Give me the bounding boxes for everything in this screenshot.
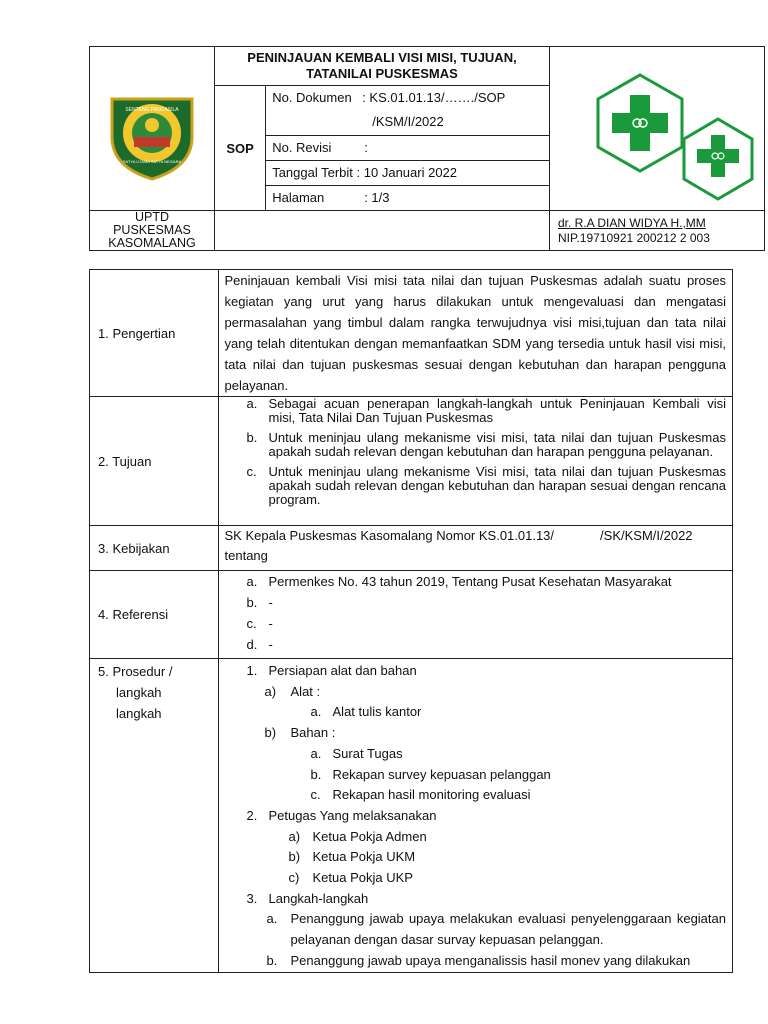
step-text: Ketua Pokja UKP [312,870,413,886]
header-table [89,46,765,251]
petugas-item [219,827,726,848]
prosedur-content [218,659,732,973]
petugas-item [219,868,726,889]
halaman-cell [266,186,550,211]
petugas-item [219,847,726,868]
marker: b) [264,725,277,741]
logo-text-bottom: SATYA UTAMA SATYA NEGARA [122,159,182,164]
referensi-marker: c. [246,616,257,631]
marker: b. [266,952,278,968]
marker: a) [264,683,277,699]
langkah-item [219,909,726,950]
step-text: Langkah-langkah [268,890,369,906]
no-dokumen-value-2: /KSM/I/2022 [372,114,444,129]
referensi-marker: d. [246,637,258,652]
tujuan-item [219,465,726,507]
tanggal-terbit-label: Tanggal Terbit [272,165,353,180]
tujuan-text: Sebagai acuan penerapan langkah-langkah untuk Peninjauan Kembali visi misi, Tata Nilai Dan Tujuan Puskesmas [268,396,726,425]
prosedur-label-2: langkah [116,685,162,700]
prosedur-step-3 [219,889,726,910]
marker: c) [288,870,300,886]
referensi-item [219,613,732,634]
prosedur-label-3: langkah [116,706,162,721]
halaman-label: Halaman [272,190,325,205]
prosedur-step-2 [219,806,726,827]
marker: b) [288,849,301,865]
prosedur-alat-item [219,702,726,723]
referensi-text: - [268,637,273,652]
document-title [215,47,550,86]
title-line-2: TATANILAI PUSKESMAS [306,66,458,81]
logo-text-top: SENTENG PANCASILA [125,107,179,113]
tujuan-marker: a. [246,396,258,411]
puskesmas-logo-cell [549,47,764,211]
org-line-2: PUSKESMAS [113,223,191,237]
prosedur-bahan-item [219,765,726,786]
tujuan-marker: b. [246,430,258,445]
no-dokumen-value: : KS.01.01.13/……./SOP [362,90,506,105]
kebijakan-label: 3. Kebijakan [90,526,219,571]
no-dokumen-label: No. Dokumen [272,90,352,105]
prosedur-bahan-item [219,744,726,765]
kebijakan-text-2: /SK/KSM/I/2022 [600,528,693,543]
referensi-item [219,571,732,592]
no-dokumen-cell [266,86,550,136]
puskesmas-logo-icon [550,47,764,207]
tujuan-item [219,397,726,425]
marker: 1. [246,663,258,678]
referensi-item [219,592,732,613]
marker: a. [310,704,322,720]
marker: 3. [246,890,258,906]
referensi-text: - [268,595,273,610]
step-text: Surat Tugas [332,745,403,761]
pengertian-label: 1. Pengertian [90,270,219,397]
marker: c. [310,787,321,803]
tanggal-terbit-value: : 10 Januari 2022 [356,165,458,180]
org-line-1: UPTD [134,210,170,224]
signer-cell [549,211,764,251]
signer-name: dr. R.A DIAN WIDYA H.,MM [557,215,706,230]
prosedur-bahan-item [219,785,726,806]
tujuan-label: 2. Tujuan [90,397,219,526]
no-revisi-value: : [364,140,368,155]
step-text: Rekapan survey kepuasan pelanggan [332,766,551,782]
prosedur-step-1 [219,661,726,682]
referensi-item [219,634,732,655]
tujuan-text: Untuk meninjau ulang mekanisme visi misi, tata nilai dan tujuan Puskesmas apakah sudah relevan dengan kebutuhan dan harapan pengguna pelayanan. [268,430,726,459]
step-text: Penanggung jawab upaya melakukan evaluasi penyelenggaraan kegiatan pelayanan dengan dasar survay kepuasan pelanggan. [290,911,726,948]
organization-cell [90,211,215,251]
referensi-marker: b. [246,595,258,610]
langkah-item [219,951,726,972]
referensi-text: - [268,616,273,631]
tujuan-item [219,431,726,459]
referensi-marker: a. [246,574,258,589]
kabupaten-logo-icon [90,67,214,187]
step-text: Ketua Pokja Admen [312,828,427,844]
referensi-label: 4. Referensi [90,571,219,659]
tanggal-terbit-cell [266,161,550,186]
title-line-1: PENINJAUAN KEMBALI VISI MISI, TUJUAN, [247,50,517,65]
tujuan-marker: c. [246,464,257,479]
empty-cell [215,211,550,251]
marker: 2. [246,807,258,823]
kebijakan-text-3: tentang [224,548,268,563]
sop-label: SOP [215,86,266,211]
referensi-list [218,571,732,659]
step-text: Bahan : [290,725,336,741]
step-text: Alat tulis kantor [332,704,422,720]
no-revisi-label: No. Revisi [272,140,332,155]
step-text: Persiapan alat dan bahan [268,663,417,678]
marker: a) [288,828,301,844]
prosedur-bahan [219,723,726,744]
prosedur-label-1: 5. Prosedur / [98,664,173,679]
org-line-3: KASOMALANG [108,236,196,250]
step-text: Ketua Pokja UKM [312,849,416,865]
kebijakan-text [218,526,732,571]
referensi-text: Permenkes No. 43 tahun 2019, Tentang Pusat Kesehatan Masyarakat [268,574,672,589]
sop-content-table [89,269,733,973]
no-revisi-cell [266,136,550,161]
step-text: Alat : [290,683,321,699]
logo-cell [90,47,215,211]
step-text: Rekapan hasil monitoring evaluasi [332,787,531,803]
prosedur-alat [219,682,726,703]
step-text: Petugas Yang melaksanakan [268,807,437,823]
signer-nip: NIP.19710921 200212 2 003 [557,230,710,245]
step-text: Penanggung jawab upaya menganalissis hasil monev yang dilakukan [290,952,691,968]
tujuan-text: Untuk meninjau ulang mekanisme Visi misi, tata nilai dan tujuan Puskesmas apakah sudah relevan dengan kebutuhan dan harapan sesuai dengan rencana program. [268,464,726,507]
halaman-value: : 1/3 [364,190,390,205]
marker: a. [310,745,322,761]
pengertian-text: Peninjauan kembali Visi misi tata nilai dan tujuan Puskesmas adalah suatu proses kegiatan yang urut yang harus dilakukan untuk mengevaluasi dan mengatasi permasalahan yang timbul dalam rangka terwujudnya visi misi,tujuan dan tata nilai yang telah ditentukan dengan memanfaatkan SDM yang tersedia untuk hasil visi misi, tata nilai dan tujuan puskesmas sesuai dengan kebutuhan dan harapan pengguna pelayanan. [218,270,732,397]
kebijakan-text-1: SK Kepala Puskesmas Kasomalang Nomor KS.01.01.13/ [224,528,555,543]
marker: a. [266,911,278,927]
marker: b. [310,766,322,782]
prosedur-label [90,659,219,973]
tujuan-list [218,397,732,526]
